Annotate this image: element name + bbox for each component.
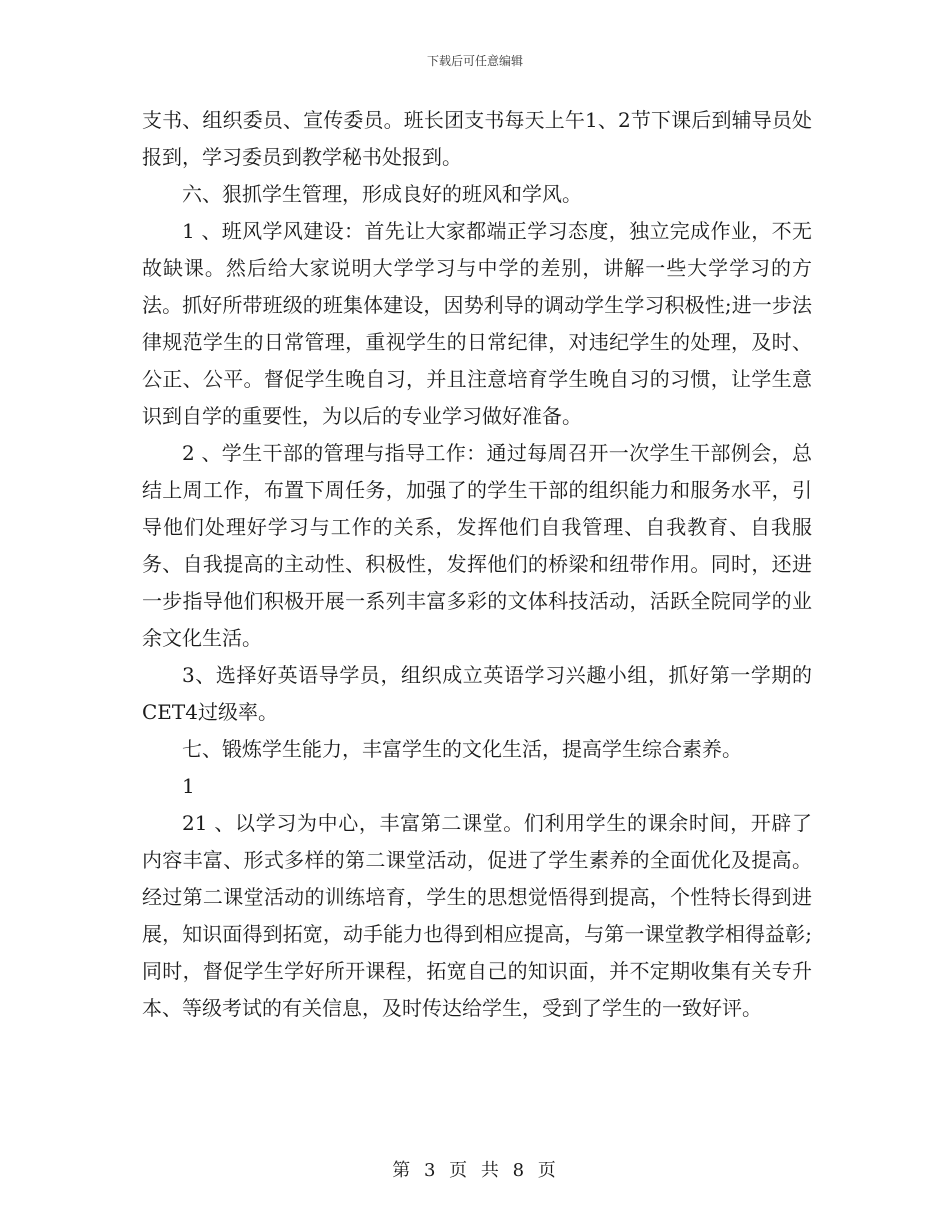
paragraph-english-tutors: 3、选择好英语导学员，组织成立英语学习兴趣小组，抓好第一学期的CET4过级率。 <box>142 663 812 724</box>
document-body <box>142 102 812 1027</box>
paragraph-student-cadres: 2 、学生干部的管理与指导工作：通过每周召开一次学生干部例会，总结上周工作，布置下周任务，加强了的学生干部的组织能力和服务水平，引导他们处理好学习与工作的关系，发挥他们自我管理、自我教育、自我服务、自我提高的主动性、积极性，发挥他们的桥梁和纽带作用。同时，还进一步指导他们积极开展一系列丰富多彩的文体科技活动，活跃全院同学的业余文化生活。 <box>142 441 812 650</box>
paragraph-continuation: 支书、组织委员、宣传委员。班长团支书每天上午1、2节下课后到辅导员处报到，学习委员到教学秘书处报到。 <box>142 108 812 169</box>
page-footer: 第 3 页 共 8 页 <box>392 1160 558 1181</box>
section-heading-seven: 七、锻炼学生能力，丰富学生的文化生活，提高学生综合素养。 <box>182 737 742 761</box>
stray-number: 1 <box>182 774 195 798</box>
section-heading-six: 六、狠抓学生管理，形成良好的班风和学风。 <box>182 182 582 206</box>
paragraph-class-style: 1 、班风学风建设：首先让大家都端正学习态度，独立完成作业，不无故缺课。然后给大家说明大学学习与中学的差别，讲解一些大学学习的方法。抓好所带班级的班集体建设，因势利导的调动学生学习积极性;进一步法律规范学生的日常管理，重视学生的日常纪律，对违纪学生的处理，及时、公正、公平。督促学生晚自习，并且注意培育学生晚自习的习惯，让学生意识到自学的重要性，为以后的专业学习做好准备。 <box>142 219 812 428</box>
paragraph-second-classroom: 21 、以学习为中心，丰富第二课堂。们利用学生的课余时间，开辟了内容丰富、形式多样的第二课堂活动，促进了学生素养的全面优化及提高。经过第二课堂活动的训练培育，学生的思想觉悟得到提高，个性特长得到进展，知识面得到拓宽，动手能力也得到相应提高，与第一课堂教学相得益彰;同时，督促学生学好所开课程，拓宽自己的知识面，并不定期收集有关专升本、等级考试的有关信息，及时传达给学生，受到了学生的一致好评。 <box>142 811 812 1020</box>
page-header: 下载后可任意编辑 <box>426 54 523 68</box>
